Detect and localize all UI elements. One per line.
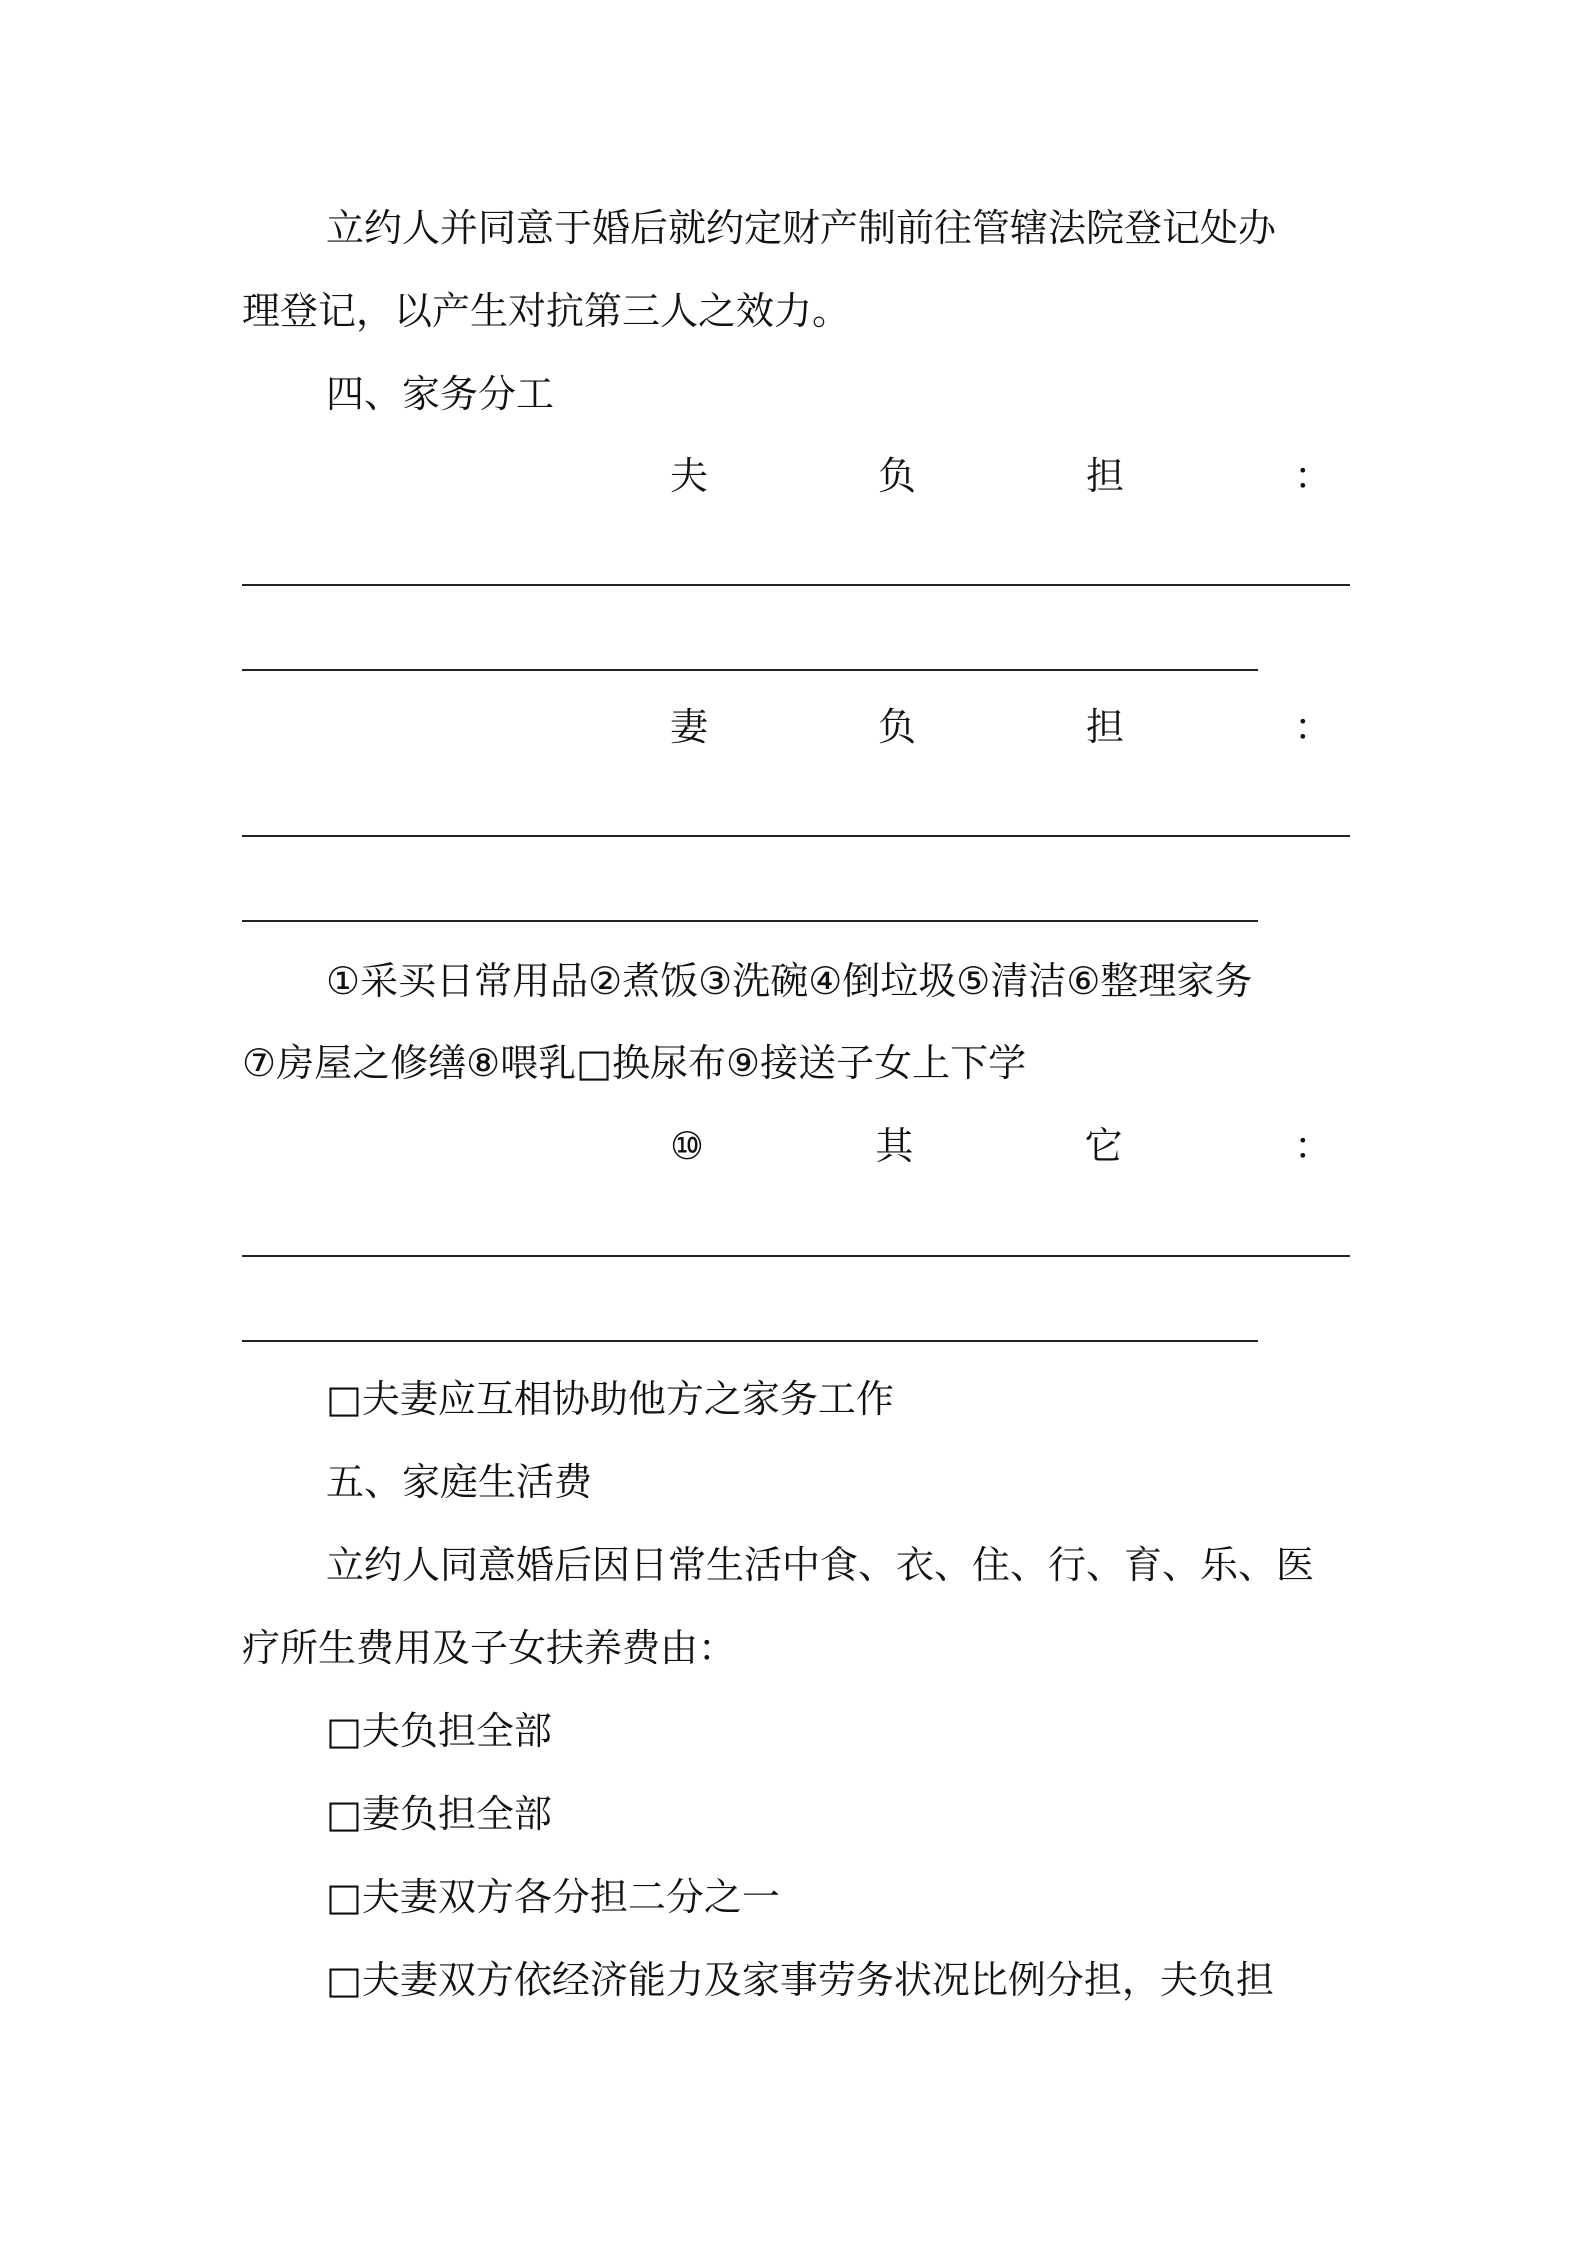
label-char: ： bbox=[1293, 705, 1332, 749]
chores-list-line: ①采买日常用品②煮饭③洗碗④倒垃圾⑤清洁⑥整理家务 bbox=[326, 959, 1253, 1003]
label-char: 夫 bbox=[670, 454, 709, 498]
section-title: 五、家庭生活费 bbox=[326, 1460, 593, 1504]
paragraph-line: 立约人并同意于婚后就约定财产制前往管辖法院登记处办 bbox=[326, 206, 1277, 250]
husband-responsibility-label bbox=[670, 451, 1332, 501]
fill-in-line[interactable] bbox=[242, 835, 1350, 837]
fill-in-line[interactable] bbox=[242, 1255, 1350, 1257]
wife-responsibility-label bbox=[670, 702, 1332, 752]
label-char: ⑩ bbox=[670, 1124, 705, 1168]
chores-list-line: ⑦房屋之修缮⑧喂乳□换尿布⑨接送子女上下学 bbox=[242, 1041, 1027, 1085]
paragraph-line: 疗所生费用及子女扶养费由： bbox=[242, 1626, 737, 1670]
checkbox-option[interactable]: □夫妻应互相协助他方之家务工作 bbox=[326, 1377, 894, 1421]
section-title: 四、家务分工 bbox=[326, 372, 555, 416]
label-char: 妻 bbox=[670, 705, 709, 749]
checkbox-option[interactable]: □夫负担全部 bbox=[326, 1709, 552, 1753]
fill-in-line[interactable] bbox=[242, 584, 1350, 586]
fill-in-line[interactable] bbox=[242, 920, 1258, 922]
label-char: 担 bbox=[1085, 454, 1124, 498]
checkbox-option[interactable]: □妻负担全部 bbox=[326, 1792, 552, 1836]
checkbox-option[interactable]: □夫妻双方依经济能力及家事劳务状况比例分担，夫负担 bbox=[326, 1958, 1274, 2002]
paragraph-line: 理登记，以产生对抗第三人之效力。 bbox=[242, 289, 851, 333]
paragraph-line: 立约人同意婚后因日常生活中食、衣、住、行、育、乐、医 bbox=[326, 1543, 1315, 1587]
label-char: 其 bbox=[875, 1124, 914, 1168]
other-responsibility-label bbox=[670, 1121, 1332, 1171]
label-char: 负 bbox=[877, 454, 916, 498]
label-char: 负 bbox=[877, 705, 916, 749]
fill-in-line[interactable] bbox=[242, 1340, 1258, 1342]
checkbox-option[interactable]: □夫妻双方各分担二分之一 bbox=[326, 1875, 780, 1919]
label-char: ： bbox=[1293, 1124, 1332, 1168]
label-char: ： bbox=[1293, 454, 1332, 498]
label-char: 担 bbox=[1085, 705, 1124, 749]
fill-in-line[interactable] bbox=[242, 669, 1258, 671]
label-char: 它 bbox=[1084, 1124, 1123, 1168]
